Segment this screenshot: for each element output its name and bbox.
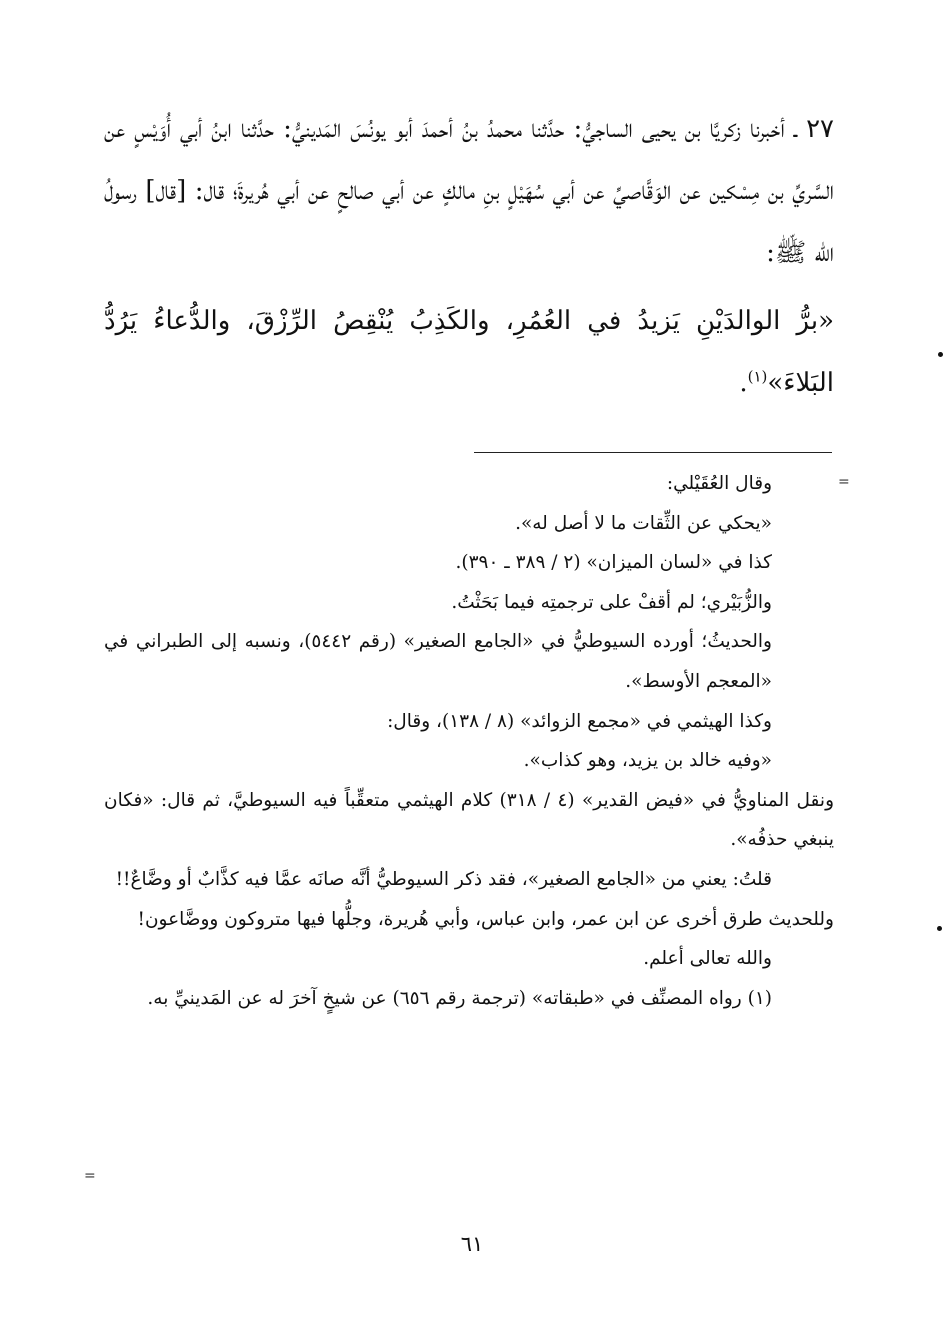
footnote-line: والله تعالى أعلم. bbox=[643, 948, 772, 970]
footnote-line: وقال العُقَيْلي: bbox=[666, 473, 772, 494]
margin-dot bbox=[937, 926, 942, 931]
footnote-line: «وفيه خالد بن يزيد، وهو كذاب». bbox=[523, 750, 772, 772]
margin-mark: = bbox=[838, 474, 850, 490]
margin-mark: = bbox=[84, 1168, 96, 1184]
footnote-line: قلتُ: يعني من «الجامع الصغير»، فقد ذكر السيوطيُّ أنَّه صانَه عمَّا فيه كذَّابٌ أو وضَّاعٌ!! bbox=[115, 868, 772, 890]
main-text bbox=[104, 98, 834, 414]
footnote-line: ونقل المناويُّ في «فيض القدير» (٤ / ٣١٨) كلام الهيثمي متعقِّباً فيه السيوطيَّ، ثم قال: «فكان ينبغي حذفُه». bbox=[104, 789, 835, 851]
footnote-line: والحديثُ؛ أورده السيوطيُّ في «الجامع الصغير» (رقم ٥٤٤٢)، ونسبه إلى الطبراني في «المعجم الأوسط». bbox=[104, 631, 772, 692]
hadith-quote: «برُّ الوالدَيْنِ يَزيدُ في العُمُرِ، والكَذِبُ يُنْقِصُ الرِّزْقَ، والدُّعاءُ يَرُدُّ البَلاءَ» bbox=[104, 306, 835, 398]
footnote-reference: (١) bbox=[747, 367, 768, 386]
hadith-end: . bbox=[739, 368, 748, 398]
page-number: ٦١ bbox=[460, 1232, 484, 1256]
footnote-line: وللحديث طرق أخرى عن ابن عمر، وابن عباس، وأبي هُريرة، وجلُّها فيها متروكون ووضَّاعون! bbox=[137, 908, 834, 930]
footnote-separator bbox=[474, 452, 832, 453]
footnote-text: (١) رواه المصنِّف في «طبقاته» (ترجمة رقم ٦٥٦) عن شيخٍ آخرَ له عن المَدينيِّ به. bbox=[147, 987, 772, 1009]
hadith-chain-paragraph: ٢٧ ـ أخبرنا زكريَّا بن يحيى الساجيُّ: حدَّثنا محمدُ بنُ أحمدَ أبو يونُسَ المَدينيُّ: حدَّثنا ابنُ أبي أُوَيْسٍ عن السَّريِّ بن مِسْكين عن الوَقَّاصيِّ عن أبي سُهَيْلٍ بنِ مالكٍ عن أبي صالحٍ عن أبي هُريرةَ؛ قال: [قال] رسولُ الله ﷺ: bbox=[104, 114, 834, 268]
hadith-text bbox=[104, 290, 834, 414]
footnotes bbox=[104, 464, 834, 1018]
footnote-line: كذا في «لسان الميزان» (٢ / ٣٨٩ ـ ٣٩٠). bbox=[455, 552, 772, 574]
footnote-line: «يحكي عن الثِّقات ما لا أصل له». bbox=[515, 512, 772, 534]
footnote-line: وكذا الهيثمي في «مجمع الزوائد» (٨ / ١٣٨)، وقال: bbox=[387, 710, 772, 732]
margin-dot bbox=[938, 352, 943, 357]
footnote-line: والزُّبَيْري؛ لم أقفْ على ترجمتِه فيما بَحَثْتُ. bbox=[451, 591, 772, 613]
